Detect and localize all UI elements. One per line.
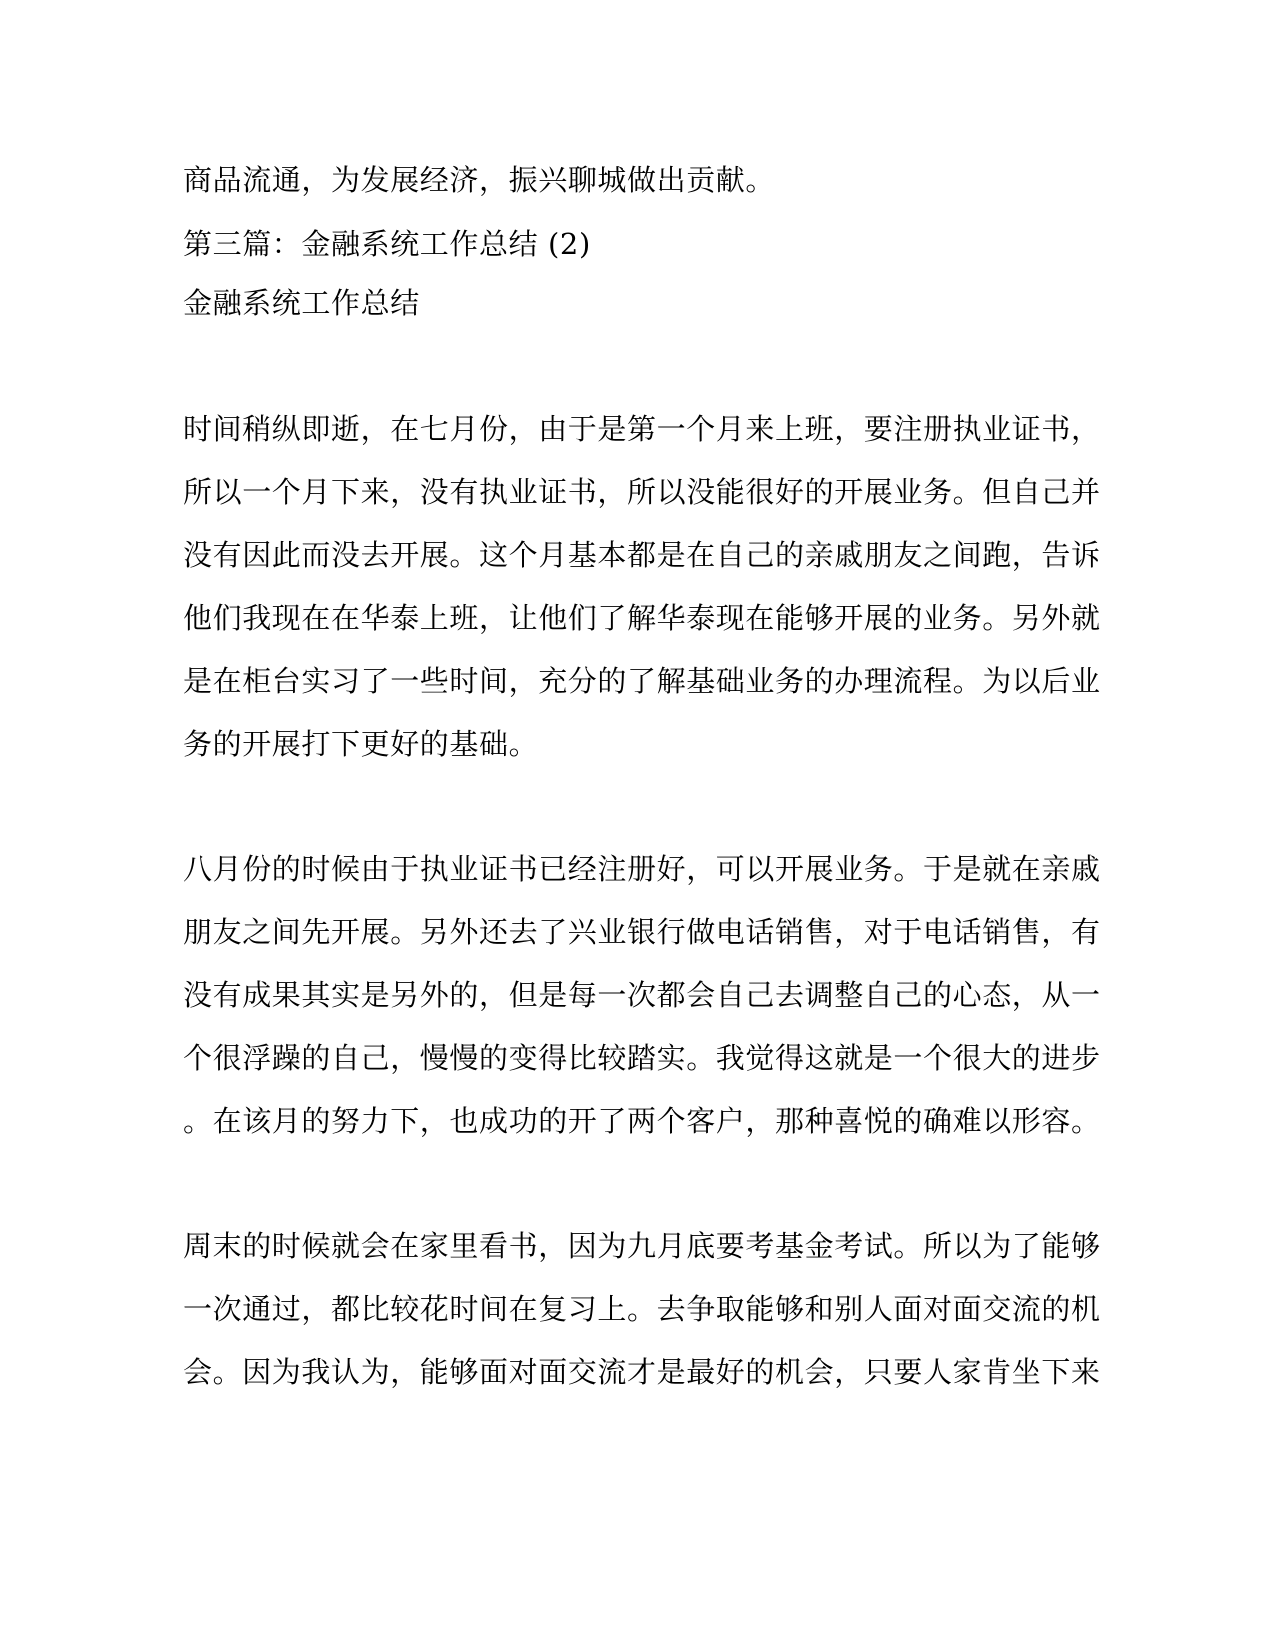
- document-title: 金融系统工作总结: [183, 286, 420, 320]
- paragraph-line: 没有成果其实是另外的，但是每一次都会自己去调整自己的心态，从一: [183, 978, 1101, 1012]
- paragraph-line: 所以一个月下来，没有执业证书，所以没能很好的开展业务。但自己并: [183, 475, 1101, 509]
- paragraph-line: 八月份的时候由于执业证书已经注册好，可以开展业务。于是就在亲戚: [183, 852, 1101, 886]
- paragraph-line: 会。因为我认为，能够面对面交流才是最好的机会，只要人家肯坐下来: [183, 1355, 1101, 1389]
- paragraph-line: 一次通过，都比较花时间在复习上。去争取能够和别人面对面交流的机: [183, 1292, 1101, 1326]
- intro-line: 商品流通，为发展经济，振兴聊城做出贡献。: [183, 163, 776, 197]
- paragraph-line: 时间稍纵即逝，在七月份，由于是第一个月来上班，要注册执业证书，: [183, 412, 1101, 446]
- paragraph-line: 周末的时候就会在家里看书，因为九月底要考基金考试。所以为了能够: [183, 1229, 1101, 1263]
- paragraph-line: 。在该月的努力下，也成功的开了两个客户，那种喜悦的确难以形容。: [183, 1104, 1101, 1138]
- paragraph-line: 个很浮躁的自己，慢慢的变得比较踏实。我觉得这就是一个很大的进步: [183, 1041, 1101, 1075]
- paragraph-line: 朋友之间先开展。另外还去了兴业银行做电话销售，对于电话销售，有: [183, 915, 1101, 949]
- paragraph-line: 务的开展打下更好的基础。: [183, 727, 539, 761]
- section-heading: 第三篇：金融系统工作总结 (2): [183, 227, 591, 261]
- paragraph-line: 没有因此而没去开展。这个月基本都是在自己的亲戚朋友之间跑，告诉: [183, 538, 1101, 572]
- paragraph-line: 是在柜台实习了一些时间，充分的了解基础业务的办理流程。为以后业: [183, 664, 1101, 698]
- paragraph-line: 他们我现在在华泰上班，让他们了解华泰现在能够开展的业务。另外就: [183, 601, 1101, 635]
